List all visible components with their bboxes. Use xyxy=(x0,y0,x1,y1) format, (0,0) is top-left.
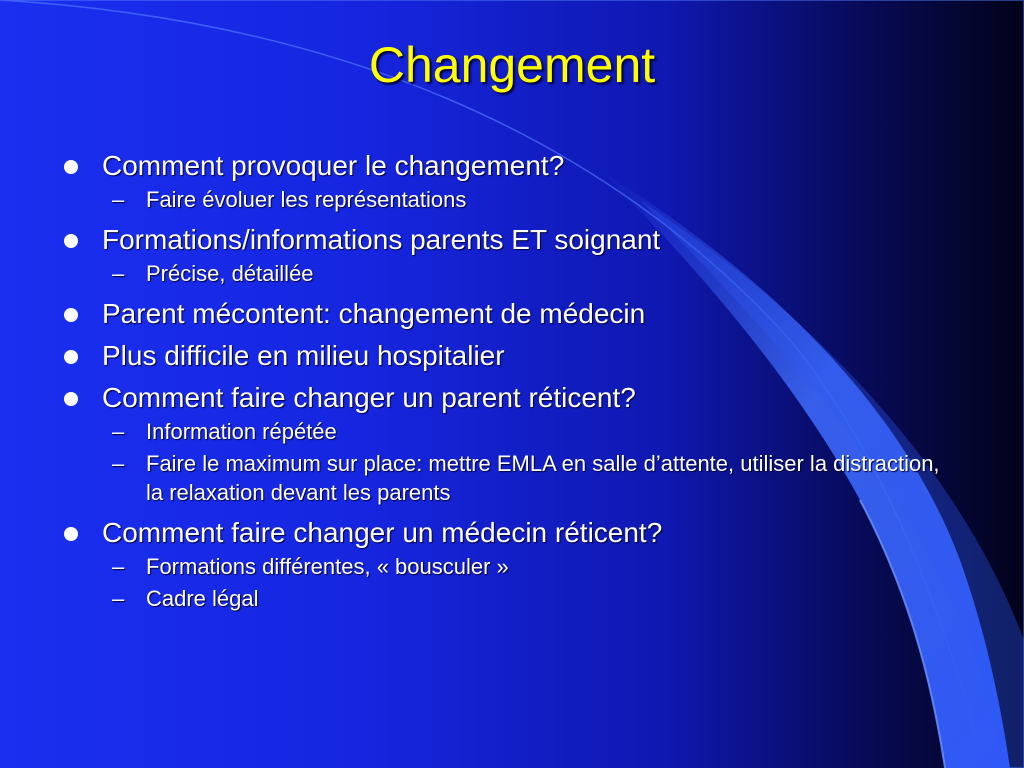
dash-icon: – xyxy=(112,187,125,212)
sub-bullet-item xyxy=(62,584,942,613)
bullet-dot-icon xyxy=(64,392,78,406)
sub-bullet-item xyxy=(62,417,942,446)
bullet-text: Plus difficile en milieu hospitalier xyxy=(102,340,505,371)
bullet-text: Formations différentes, « bousculer » xyxy=(146,554,509,579)
bullet-text: Cadre légal xyxy=(146,586,259,611)
slide-title: Changement xyxy=(368,37,656,93)
bullet-text: Comment faire changer un médecin réticent? xyxy=(102,517,663,548)
bullet-item xyxy=(62,150,942,182)
sub-bullet-item xyxy=(62,449,942,507)
bullet-dot-icon xyxy=(64,527,78,541)
bullet-text: Parent mécontent: changement de médecin xyxy=(102,298,646,329)
bullet-text: Faire évoluer les représentations xyxy=(146,187,467,212)
dash-icon: – xyxy=(112,419,125,444)
bullet-item xyxy=(62,517,942,549)
bullet-text: Formations/informations parents ET soignant xyxy=(102,224,661,255)
bullet-item xyxy=(62,382,942,414)
bullet-dot-icon xyxy=(64,160,78,174)
bullet-text: Faire le maximum sur place: mettre EMLA en salle d’attente, utiliser la distraction, la relaxation devant les parents xyxy=(146,451,940,505)
bullet-text: Comment faire changer un parent réticent? xyxy=(102,382,636,413)
dash-icon: – xyxy=(112,451,125,476)
bullet-text: Comment provoquer le changement? xyxy=(102,150,565,181)
bullet-text: Précise, détaillée xyxy=(146,261,314,286)
sub-bullet-item xyxy=(62,259,942,288)
bullet-item xyxy=(62,298,942,330)
bullet-dot-icon xyxy=(64,350,78,364)
bullet-item xyxy=(62,224,942,256)
sub-bullet-item xyxy=(62,552,942,581)
bullet-text: Information répétée xyxy=(146,419,337,444)
dash-icon: – xyxy=(112,554,125,579)
bullet-item xyxy=(62,340,942,372)
dash-icon: – xyxy=(112,586,125,611)
bullet-dot-icon xyxy=(64,234,78,248)
sub-bullet-item xyxy=(62,185,942,214)
bullet-dot-icon xyxy=(64,308,78,322)
dash-icon: – xyxy=(112,261,125,286)
bullet-list xyxy=(62,140,942,613)
